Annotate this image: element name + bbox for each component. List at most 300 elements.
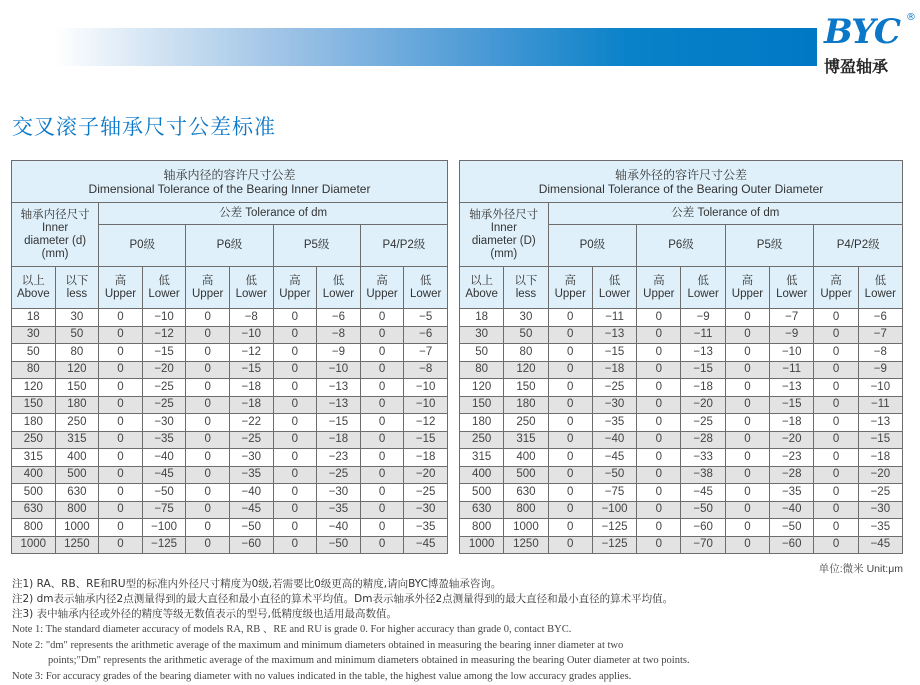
table-cell: 0 xyxy=(273,466,317,484)
table-row xyxy=(460,361,903,379)
table-cell: 180 xyxy=(504,396,548,414)
table-cell: 500 xyxy=(460,484,504,502)
table-cell: 0 xyxy=(548,344,592,362)
table-cell: 0 xyxy=(273,519,317,537)
table-cell: 0 xyxy=(637,379,681,397)
size-label-en: diameter (d) xyxy=(24,234,87,247)
table-cell: 0 xyxy=(99,466,143,484)
table-cell: −100 xyxy=(142,519,186,537)
table-cell: −30 xyxy=(317,484,361,502)
table-row xyxy=(12,431,448,449)
lower-header: 低 Lower xyxy=(858,267,902,309)
table-cell: 0 xyxy=(814,466,858,484)
table-cell: 0 xyxy=(99,326,143,344)
table-cell: 0 xyxy=(725,466,769,484)
table-cell: −20 xyxy=(142,361,186,379)
lower-header: 低 Lower xyxy=(404,267,448,309)
table-cell: 0 xyxy=(637,449,681,467)
table-cell: −45 xyxy=(592,449,636,467)
table-cell: −75 xyxy=(592,484,636,502)
outer-diameter-tolerance-table xyxy=(459,160,903,554)
table-row xyxy=(460,501,903,519)
table-cell: 1000 xyxy=(55,519,99,537)
table-cell: −13 xyxy=(681,344,725,362)
table-cell: 0 xyxy=(725,519,769,537)
table-row xyxy=(12,344,448,362)
table-cell: −18 xyxy=(229,396,273,414)
lower-header: 低 Lower xyxy=(770,267,814,309)
table-cell: 120 xyxy=(12,379,56,397)
table-cell: 0 xyxy=(360,326,404,344)
table-cell: −40 xyxy=(770,501,814,519)
table-cell: 0 xyxy=(273,309,317,327)
table-cell: −15 xyxy=(229,361,273,379)
table-cell: 50 xyxy=(55,326,99,344)
table-cell: 400 xyxy=(504,449,548,467)
grade-header-p6: P6级 xyxy=(186,225,273,267)
table-cell: 0 xyxy=(725,449,769,467)
table-cell: −25 xyxy=(858,484,902,502)
table-row xyxy=(460,396,903,414)
table-cell: 1250 xyxy=(55,536,99,554)
table-title-en: Dimensional Tolerance of the Bearing Inner Diameter xyxy=(88,181,371,196)
grade-header-p4p2: P4/P2级 xyxy=(360,225,447,267)
table-cell: −22 xyxy=(229,414,273,432)
tolerance-header: 公差 Tolerance of dm xyxy=(548,203,902,225)
table-cell: 0 xyxy=(548,326,592,344)
table-cell: 0 xyxy=(637,536,681,554)
table-body xyxy=(12,309,448,554)
table-cell: 0 xyxy=(548,484,592,502)
table-cell: −40 xyxy=(142,449,186,467)
table-row xyxy=(460,344,903,362)
table-cell: 0 xyxy=(637,466,681,484)
table-cell: 400 xyxy=(55,449,99,467)
table-cell: −25 xyxy=(142,379,186,397)
grade-header-p6: P6级 xyxy=(637,225,726,267)
table-cell: 18 xyxy=(12,309,56,327)
byc-logo xyxy=(822,12,918,82)
table-cell: 1250 xyxy=(504,536,548,554)
table-cell: 0 xyxy=(548,361,592,379)
table-cell: −9 xyxy=(858,361,902,379)
table-cell: −15 xyxy=(681,361,725,379)
table-row xyxy=(460,309,903,327)
table-cell: −125 xyxy=(592,536,636,554)
table-cell: 0 xyxy=(99,414,143,432)
table-cell: −8 xyxy=(317,326,361,344)
table-cell: −23 xyxy=(317,449,361,467)
table-cell: −25 xyxy=(681,414,725,432)
table-cell: −40 xyxy=(317,519,361,537)
table-cell: 800 xyxy=(12,519,56,537)
table-cell: −8 xyxy=(858,344,902,362)
table-cell: −50 xyxy=(142,484,186,502)
table-cell: −28 xyxy=(681,431,725,449)
table-cell: 0 xyxy=(186,536,230,554)
table-cell: −33 xyxy=(681,449,725,467)
table-cell: −20 xyxy=(404,466,448,484)
table-cell: −5 xyxy=(404,309,448,327)
table-cell: 0 xyxy=(99,536,143,554)
table-cell: 0 xyxy=(360,449,404,467)
table-cell: −10 xyxy=(858,379,902,397)
note-cn-2: 注2) dm表示轴承内径2点测量得到的最大直径和最小直径的算术平均值。Dm表示轴承外径2点测量得到的最大直径和最小直径的算术平均值。 xyxy=(12,593,674,605)
table-cell: −35 xyxy=(592,414,636,432)
table-cell: 250 xyxy=(460,431,504,449)
table-cell: 0 xyxy=(99,501,143,519)
table-cell: 0 xyxy=(637,501,681,519)
table-cell: 0 xyxy=(186,309,230,327)
table-cell: 30 xyxy=(504,309,548,327)
table-cell: 0 xyxy=(548,501,592,519)
table-cell: 0 xyxy=(814,519,858,537)
lower-header: 低 Lower xyxy=(229,267,273,309)
note-cn-3: 注3) 表中轴承内径或外径的精度等级无数值表示的型号,低精度级也适用最高数值。 xyxy=(12,608,397,620)
table-cell: 0 xyxy=(637,309,681,327)
table-cell: 0 xyxy=(814,379,858,397)
table-cell: −15 xyxy=(770,396,814,414)
table-cell: 1000 xyxy=(504,519,548,537)
size-column-header xyxy=(12,203,99,267)
table-cell: −45 xyxy=(142,466,186,484)
table-cell: −13 xyxy=(317,379,361,397)
size-column-header xyxy=(460,203,549,267)
table-cell: 250 xyxy=(504,414,548,432)
lower-header: 低 Lower xyxy=(681,267,725,309)
table-cell: 120 xyxy=(460,379,504,397)
table-row xyxy=(460,431,903,449)
table-cell: 30 xyxy=(460,326,504,344)
note-cn-1: 注1) RA、RB、RE和RU型的标准内外径尺寸精度为0级,若需要比0级更高的精度,请向BYC博盈轴承咨询。 xyxy=(12,578,502,590)
unit-label: 单位:微米 Unit:μm xyxy=(818,563,903,575)
note-en-1: Note 1: The standard diameter accuracy of models RA, RB 、RE and RU is grade 0. For higher accuracy than grade 0, contact BYC. xyxy=(12,624,572,635)
table-cell: 315 xyxy=(504,431,548,449)
size-label-cn: 轴承外径尺寸 xyxy=(469,208,539,221)
table-cell: −30 xyxy=(142,414,186,432)
table-cell: 0 xyxy=(186,326,230,344)
table-cell: −10 xyxy=(229,326,273,344)
table-cell: 400 xyxy=(12,466,56,484)
table-cell: −18 xyxy=(592,361,636,379)
table-cell: −125 xyxy=(142,536,186,554)
table-cell: 0 xyxy=(360,344,404,362)
size-label-unit: (mm) xyxy=(41,247,69,260)
table-cell: −10 xyxy=(317,361,361,379)
table-cell: −8 xyxy=(229,309,273,327)
above-header: 以上 Above xyxy=(12,267,56,309)
table-row xyxy=(12,536,448,554)
table-cell: 0 xyxy=(186,484,230,502)
table-cell: 500 xyxy=(12,484,56,502)
lower-header: 低 Lower xyxy=(142,267,186,309)
upper-header: 高 Upper xyxy=(725,267,769,309)
table-cell: 0 xyxy=(360,466,404,484)
table-cell: −125 xyxy=(592,519,636,537)
upper-header: 高 Upper xyxy=(360,267,404,309)
table-cell: 0 xyxy=(548,519,592,537)
table-cell: 0 xyxy=(186,396,230,414)
table-cell: −25 xyxy=(404,484,448,502)
table-cell: 0 xyxy=(360,501,404,519)
table-cell: −100 xyxy=(592,501,636,519)
table-title-cn: 轴承内径的容许尺寸公差 xyxy=(163,167,296,182)
table-cell: −13 xyxy=(317,396,361,414)
table-cell: −6 xyxy=(317,309,361,327)
lower-header: 低 Lower xyxy=(317,267,361,309)
table-cell: −9 xyxy=(770,326,814,344)
table-cell: −38 xyxy=(681,466,725,484)
table-cell: −30 xyxy=(229,449,273,467)
table-cell: 0 xyxy=(273,396,317,414)
table-row xyxy=(12,449,448,467)
table-cell: −50 xyxy=(229,519,273,537)
table-cell: 0 xyxy=(273,361,317,379)
table-cell: 630 xyxy=(55,484,99,502)
table-cell: −18 xyxy=(404,449,448,467)
table-cell: −13 xyxy=(770,379,814,397)
table-cell: 0 xyxy=(637,519,681,537)
table-cell: 0 xyxy=(360,519,404,537)
table-cell: 0 xyxy=(548,309,592,327)
table-cell: −15 xyxy=(317,414,361,432)
table-cell: −50 xyxy=(770,519,814,537)
table-cell: −40 xyxy=(592,431,636,449)
table-cell: −9 xyxy=(681,309,725,327)
tolerance-header: 公差 Tolerance of dm xyxy=(99,203,448,225)
table-cell: 500 xyxy=(504,466,548,484)
table-cell: 0 xyxy=(360,414,404,432)
table-cell: 0 xyxy=(548,449,592,467)
upper-header: 高 Upper xyxy=(814,267,858,309)
table-cell: 0 xyxy=(360,309,404,327)
table-cell: 0 xyxy=(814,344,858,362)
table-row xyxy=(12,396,448,414)
table-cell: 630 xyxy=(460,501,504,519)
table-cell: 250 xyxy=(12,431,56,449)
table-cell: 0 xyxy=(99,379,143,397)
table-cell: −7 xyxy=(858,326,902,344)
table-cell: −6 xyxy=(404,326,448,344)
table-row xyxy=(12,309,448,327)
table-cell: 0 xyxy=(99,396,143,414)
table-cell: 150 xyxy=(460,396,504,414)
table-cell: 0 xyxy=(548,379,592,397)
table-cell: −12 xyxy=(229,344,273,362)
table-cell: −15 xyxy=(858,431,902,449)
table-cell: 0 xyxy=(273,449,317,467)
table-cell: 0 xyxy=(814,326,858,344)
notes-chinese xyxy=(12,577,673,622)
upper-header: 高 Upper xyxy=(548,267,592,309)
grade-header-p0: P0级 xyxy=(548,225,637,267)
table-cell: 0 xyxy=(273,379,317,397)
table-cell: 0 xyxy=(99,361,143,379)
table-cell: 0 xyxy=(725,344,769,362)
table-cell: 0 xyxy=(814,449,858,467)
table-row xyxy=(460,466,903,484)
upper-header: 高 Upper xyxy=(273,267,317,309)
table-cell: −50 xyxy=(317,536,361,554)
table-cell: 0 xyxy=(814,431,858,449)
table-cell: 0 xyxy=(99,519,143,537)
table-cell: −18 xyxy=(229,379,273,397)
table-cell: 0 xyxy=(814,309,858,327)
table-cell: 180 xyxy=(55,396,99,414)
table-cell: 0 xyxy=(273,536,317,554)
table-cell: 0 xyxy=(273,344,317,362)
table-cell: −20 xyxy=(858,466,902,484)
table-cell: 0 xyxy=(99,484,143,502)
table-cell: −20 xyxy=(770,431,814,449)
table-cell: −11 xyxy=(681,326,725,344)
table-cell: −12 xyxy=(404,414,448,432)
table-cell: −11 xyxy=(770,361,814,379)
table-cell: 50 xyxy=(460,344,504,362)
table-row xyxy=(12,466,448,484)
page-title: 交叉滚子轴承尺寸公差标准 xyxy=(12,115,276,139)
table-cell: −35 xyxy=(770,484,814,502)
above-header: 以上 Above xyxy=(460,267,504,309)
logo-chinese-name: 博盈轴承 xyxy=(824,57,889,76)
table-cell: 0 xyxy=(548,414,592,432)
table-cell: −15 xyxy=(142,344,186,362)
table-cell: 0 xyxy=(273,484,317,502)
table-cell: 150 xyxy=(55,379,99,397)
table-row xyxy=(12,519,448,537)
table-cell: 0 xyxy=(360,431,404,449)
table-cell: 80 xyxy=(12,361,56,379)
table-cell: 0 xyxy=(99,449,143,467)
grade-header-p4p2: P4/P2级 xyxy=(814,225,903,267)
inner-diameter-tolerance-table xyxy=(11,160,448,554)
table-cell: 0 xyxy=(273,431,317,449)
table-row xyxy=(12,501,448,519)
table-cell: −45 xyxy=(858,536,902,554)
size-label-en: Inner xyxy=(41,221,69,234)
table-cell: −60 xyxy=(229,536,273,554)
table-cell: −35 xyxy=(142,431,186,449)
table-cell: 50 xyxy=(504,326,548,344)
table-cell: 0 xyxy=(814,396,858,414)
table-row xyxy=(12,379,448,397)
table-cell: 630 xyxy=(12,501,56,519)
table-cell: 0 xyxy=(273,501,317,519)
notes-english xyxy=(12,622,690,684)
table-cell: 315 xyxy=(460,449,504,467)
note-en-3: Note 3: For accuracy grades of the bearing diameter with no values indicated in the table, the highest value among the low accuracy grades applies. xyxy=(12,670,632,682)
table-cell: 30 xyxy=(55,309,99,327)
table-cell: 1000 xyxy=(12,536,56,554)
table-cell: 0 xyxy=(360,396,404,414)
table-row xyxy=(460,484,903,502)
table-cell: −18 xyxy=(770,414,814,432)
table-cell: 0 xyxy=(99,344,143,362)
table-cell: −25 xyxy=(229,431,273,449)
table-cell: −7 xyxy=(404,344,448,362)
table-cell: 80 xyxy=(460,361,504,379)
table-cell: −15 xyxy=(592,344,636,362)
table-cell: −50 xyxy=(681,501,725,519)
table-cell: −13 xyxy=(858,414,902,432)
table-cell: −60 xyxy=(681,519,725,537)
table-cell: −25 xyxy=(317,466,361,484)
table-cell: −13 xyxy=(592,326,636,344)
size-label-en: Inner xyxy=(490,221,517,234)
table-cell: 0 xyxy=(637,361,681,379)
table-cell: 0 xyxy=(637,326,681,344)
header-banner-gradient xyxy=(55,28,817,66)
less-header: 以下 less xyxy=(504,267,548,309)
table-cell: −18 xyxy=(681,379,725,397)
table-cell: 50 xyxy=(12,344,56,362)
table-cell: 30 xyxy=(12,326,56,344)
lower-header: 低 Lower xyxy=(592,267,636,309)
table-cell: 800 xyxy=(504,501,548,519)
upper-header: 高 Upper xyxy=(637,267,681,309)
table-title xyxy=(460,161,903,203)
table-cell: −11 xyxy=(858,396,902,414)
table-cell: 0 xyxy=(725,326,769,344)
table-cell: 0 xyxy=(637,414,681,432)
table-cell: −15 xyxy=(404,431,448,449)
table-cell: 400 xyxy=(460,466,504,484)
table-cell: 0 xyxy=(186,344,230,362)
table-cell: 80 xyxy=(504,344,548,362)
table-cell: −35 xyxy=(858,519,902,537)
table-cell: 315 xyxy=(55,431,99,449)
upper-header: 高 Upper xyxy=(99,267,143,309)
logo-mark: BYC xyxy=(824,12,900,52)
table-cell: 0 xyxy=(637,484,681,502)
table-cell: −10 xyxy=(404,396,448,414)
table-cell: 0 xyxy=(548,466,592,484)
table-cell: −10 xyxy=(404,379,448,397)
table-cell: 630 xyxy=(504,484,548,502)
table-row xyxy=(12,326,448,344)
table-row xyxy=(12,484,448,502)
table-cell: 180 xyxy=(460,414,504,432)
size-label-en: diameter (D) xyxy=(471,234,536,247)
table-cell: −6 xyxy=(858,309,902,327)
table-cell: 0 xyxy=(814,361,858,379)
table-cell: 0 xyxy=(360,536,404,554)
table-cell: −18 xyxy=(317,431,361,449)
table-cell: 0 xyxy=(186,379,230,397)
table-cell: −25 xyxy=(592,379,636,397)
table-cell: 0 xyxy=(725,501,769,519)
table-cell: −8 xyxy=(404,361,448,379)
note-en-2: Note 2: "dm" represents the arithmetic average of the maximum and minimum diameters obtained in measuring the bearing inner diameter at two xyxy=(12,639,624,651)
table-row xyxy=(460,519,903,537)
table-row xyxy=(460,414,903,432)
grade-header-p0: P0级 xyxy=(99,225,186,267)
grade-header-p5: P5级 xyxy=(273,225,360,267)
table-cell: −7 xyxy=(770,309,814,327)
table-row xyxy=(12,414,448,432)
table-cell: 0 xyxy=(725,379,769,397)
table-cell: −70 xyxy=(681,536,725,554)
table-cell: 0 xyxy=(637,431,681,449)
table-cell: 0 xyxy=(725,536,769,554)
table-cell: −11 xyxy=(592,309,636,327)
size-label-cn: 轴承内径尺寸 xyxy=(20,208,90,221)
table-cell: 0 xyxy=(548,396,592,414)
table-cell: 0 xyxy=(725,309,769,327)
table-cell: −35 xyxy=(404,519,448,537)
table-cell: 315 xyxy=(12,449,56,467)
table-cell: 0 xyxy=(637,396,681,414)
